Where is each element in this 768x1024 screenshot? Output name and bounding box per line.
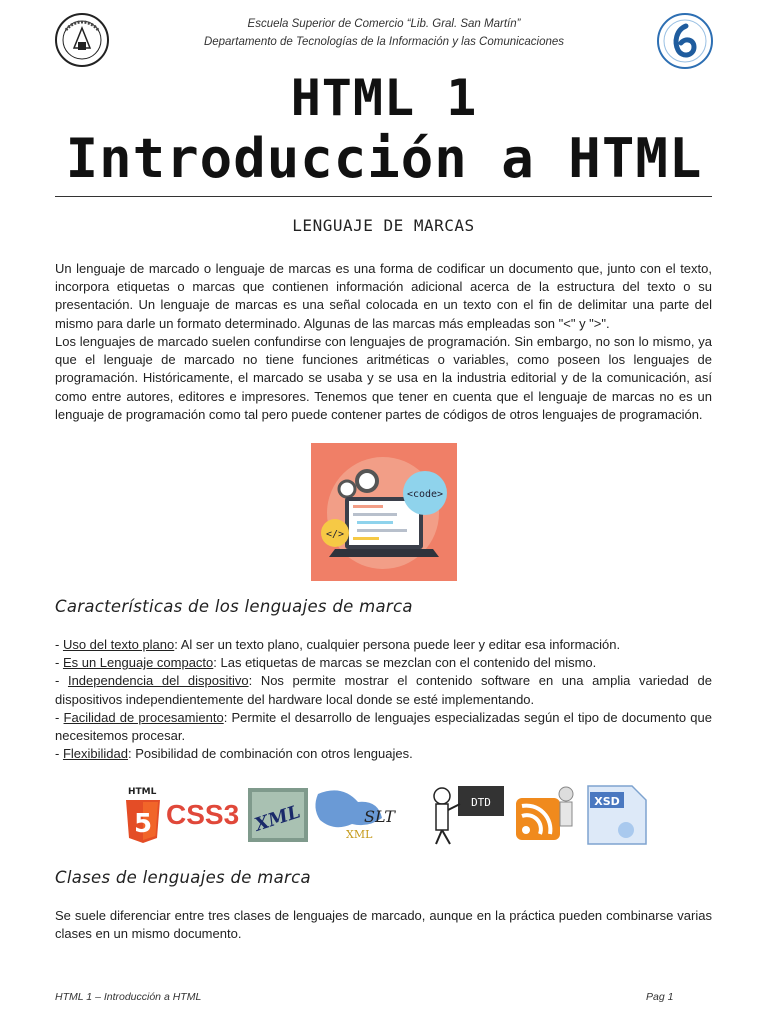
section-heading: LENGUAJE DE MARCAS (292, 216, 475, 235)
title-divider (55, 196, 712, 197)
svg-text:DTD: DTD (471, 796, 491, 809)
code-bubble-text: <code> (406, 489, 444, 500)
svg-text:XML: XML (252, 801, 303, 836)
page-number: Pag 1 (646, 991, 674, 1003)
tag-bubble-text: </> (325, 529, 345, 540)
caracteristicas-list (55, 636, 712, 763)
intro-paragraph-1: Un lenguaje de marcado o lenguaje de marcas es una forma de codificar un documento que, junto con el texto, incorpora etiquetas o marcas que contienen información adicional acerca de la estructura del texto o su presentación. Un lenguaje de marcas es una señal colocada en un texto con el fin de delimitar una parte del mismo para darle un formato determinado. Algunas de las marcas más empleadas son "<" y ">". (55, 261, 712, 331)
svg-text:HTML: HTML (128, 787, 157, 797)
css3-logo-icon: CSS3 (166, 799, 240, 830)
svg-text:SLT: SLT (364, 807, 395, 826)
clases-heading: Clases de lenguajes de marca (55, 868, 311, 887)
svg-text:XSD: XSD (594, 795, 620, 808)
school-name: Escuela Superior de Comercio “Lib. Gral. San Martín” (247, 18, 521, 30)
page-title-line1: HTML 1 (290, 69, 478, 127)
xml-logo-icon (248, 788, 308, 842)
caracteristicas-heading: Características de los lenguajes de marca (55, 597, 413, 616)
markup-languages-logos (120, 780, 650, 848)
footer-title: HTML 1 – Introducción a HTML (55, 991, 202, 1003)
list-item: - Es un Lenguaje compacto: Las etiquetas de marcas se mezclan con el contenido del mismo. (55, 655, 597, 671)
list-item: - Flexibilidad: Posibilidad de combinación con otros lenguajes. (55, 746, 413, 762)
list-item: - Facilidad de procesamiento: Permite el desarrollo de lenguajes especializadas según el tipo de documento que necesitemos procesar. (55, 709, 712, 744)
department-name: Departamento de Tecnologías de la Información y las Comunicaciones (203, 36, 565, 48)
gear-icon (357, 471, 377, 491)
svg-text:5: 5 (133, 809, 153, 839)
svg-text:XML: XML (346, 828, 373, 841)
list-item: - Uso del texto plano: Al ser un texto plano, cualquier persona puede leer y editar esa información. (55, 637, 621, 652)
intro-paragraph-2: Los lenguajes de marcado suelen confundirse con lenguajes de programación. Sin embargo, no son lo mismo, ya que el lenguaje de marcado no tiene funciones aritméticas o variables, como poseen los lenguajes de programación. Históricamente, el marcado se usaba y se usa en la industria editorial y de la comunicación, así como entre autores, editores e impresores. Tenemos que tener en cuenta que el lenguaje de marcas no es un lenguaje de programación como tal pero puede contener partes de códigos de otros lenguajes de programación. (55, 334, 712, 422)
xslt-logo-icon (315, 790, 396, 841)
clases-paragraph: Se suele diferenciar entre tres clases de lenguajes de marcado, aunque en la práctica pueden combinarse varias clases en un mismo documento. (55, 908, 712, 942)
gear-icon (339, 481, 355, 497)
html5-logo-icon (126, 787, 160, 843)
university-seal-icon (54, 12, 110, 68)
page-title-line2: Introducción a HTML (65, 127, 703, 190)
dtd-character-icon (434, 786, 504, 844)
xsd-file-icon (588, 786, 646, 844)
markup-illustration (311, 443, 457, 581)
school-emblem-icon (656, 12, 714, 70)
page-header (0, 6, 768, 66)
rss-icon (516, 787, 573, 840)
list-item: - Independencia del dispositivo: Nos permite mostrar el contenido software en una amplia variedad de dispositivos independientemente del hardware local donde se esté implementando. (55, 673, 712, 707)
